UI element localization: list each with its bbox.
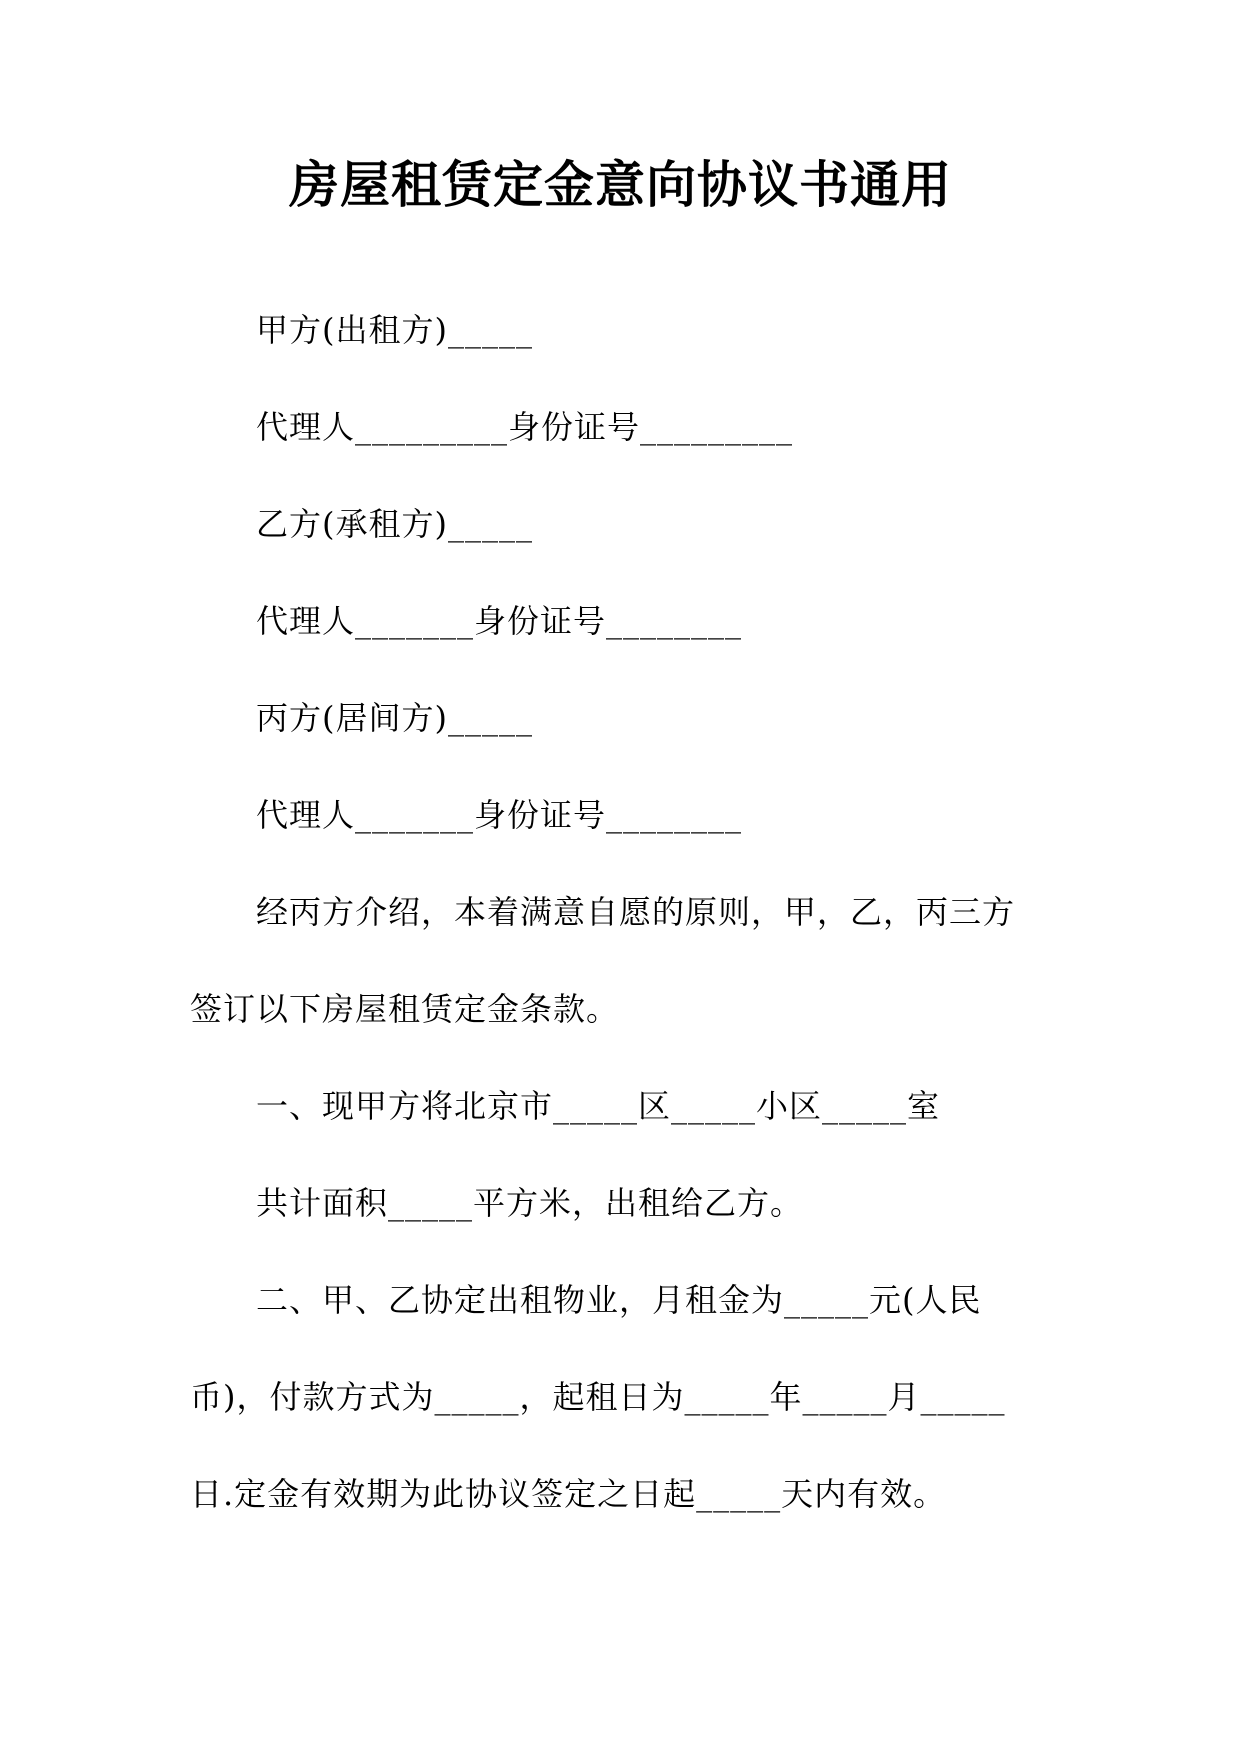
party-a-agent-line: 代理人_________身份证号_________ (256, 408, 794, 446)
party-a-line: 甲方(出租方)_____ (256, 311, 533, 349)
party-b-agent-line: 代理人_______身份证号________ (256, 602, 743, 640)
party-b-line: 乙方(承租方)_____ (256, 505, 533, 543)
clause-2-line-1: 二、甲、乙协定出租物业，月租金为_____元(人民 (256, 1281, 982, 1319)
party-c-agent-line: 代理人_______身份证号________ (256, 796, 743, 834)
intro-paragraph-line-1: 经丙方介绍，本着满意自愿的原则，甲，乙，丙三方 (256, 893, 1016, 931)
clause-1-line-2: 共计面积_____平方米，出租给乙方。 (256, 1184, 804, 1222)
party-c-line: 丙方(居间方)_____ (256, 699, 533, 737)
clause-2-line-2: 币)，付款方式为_____，起租日为_____年_____月_____ (190, 1378, 1006, 1416)
intro-paragraph-line-2: 签订以下房屋租赁定金条款。 (190, 990, 620, 1028)
clause-2-line-3: 日.定金有效期为此协议签定之日起_____天内有效。 (190, 1475, 947, 1513)
document-title: 房屋租赁定金意向协议书通用 (289, 156, 952, 214)
clause-1-line-1: 一、现甲方将北京市_____区_____小区_____室 (256, 1087, 941, 1125)
